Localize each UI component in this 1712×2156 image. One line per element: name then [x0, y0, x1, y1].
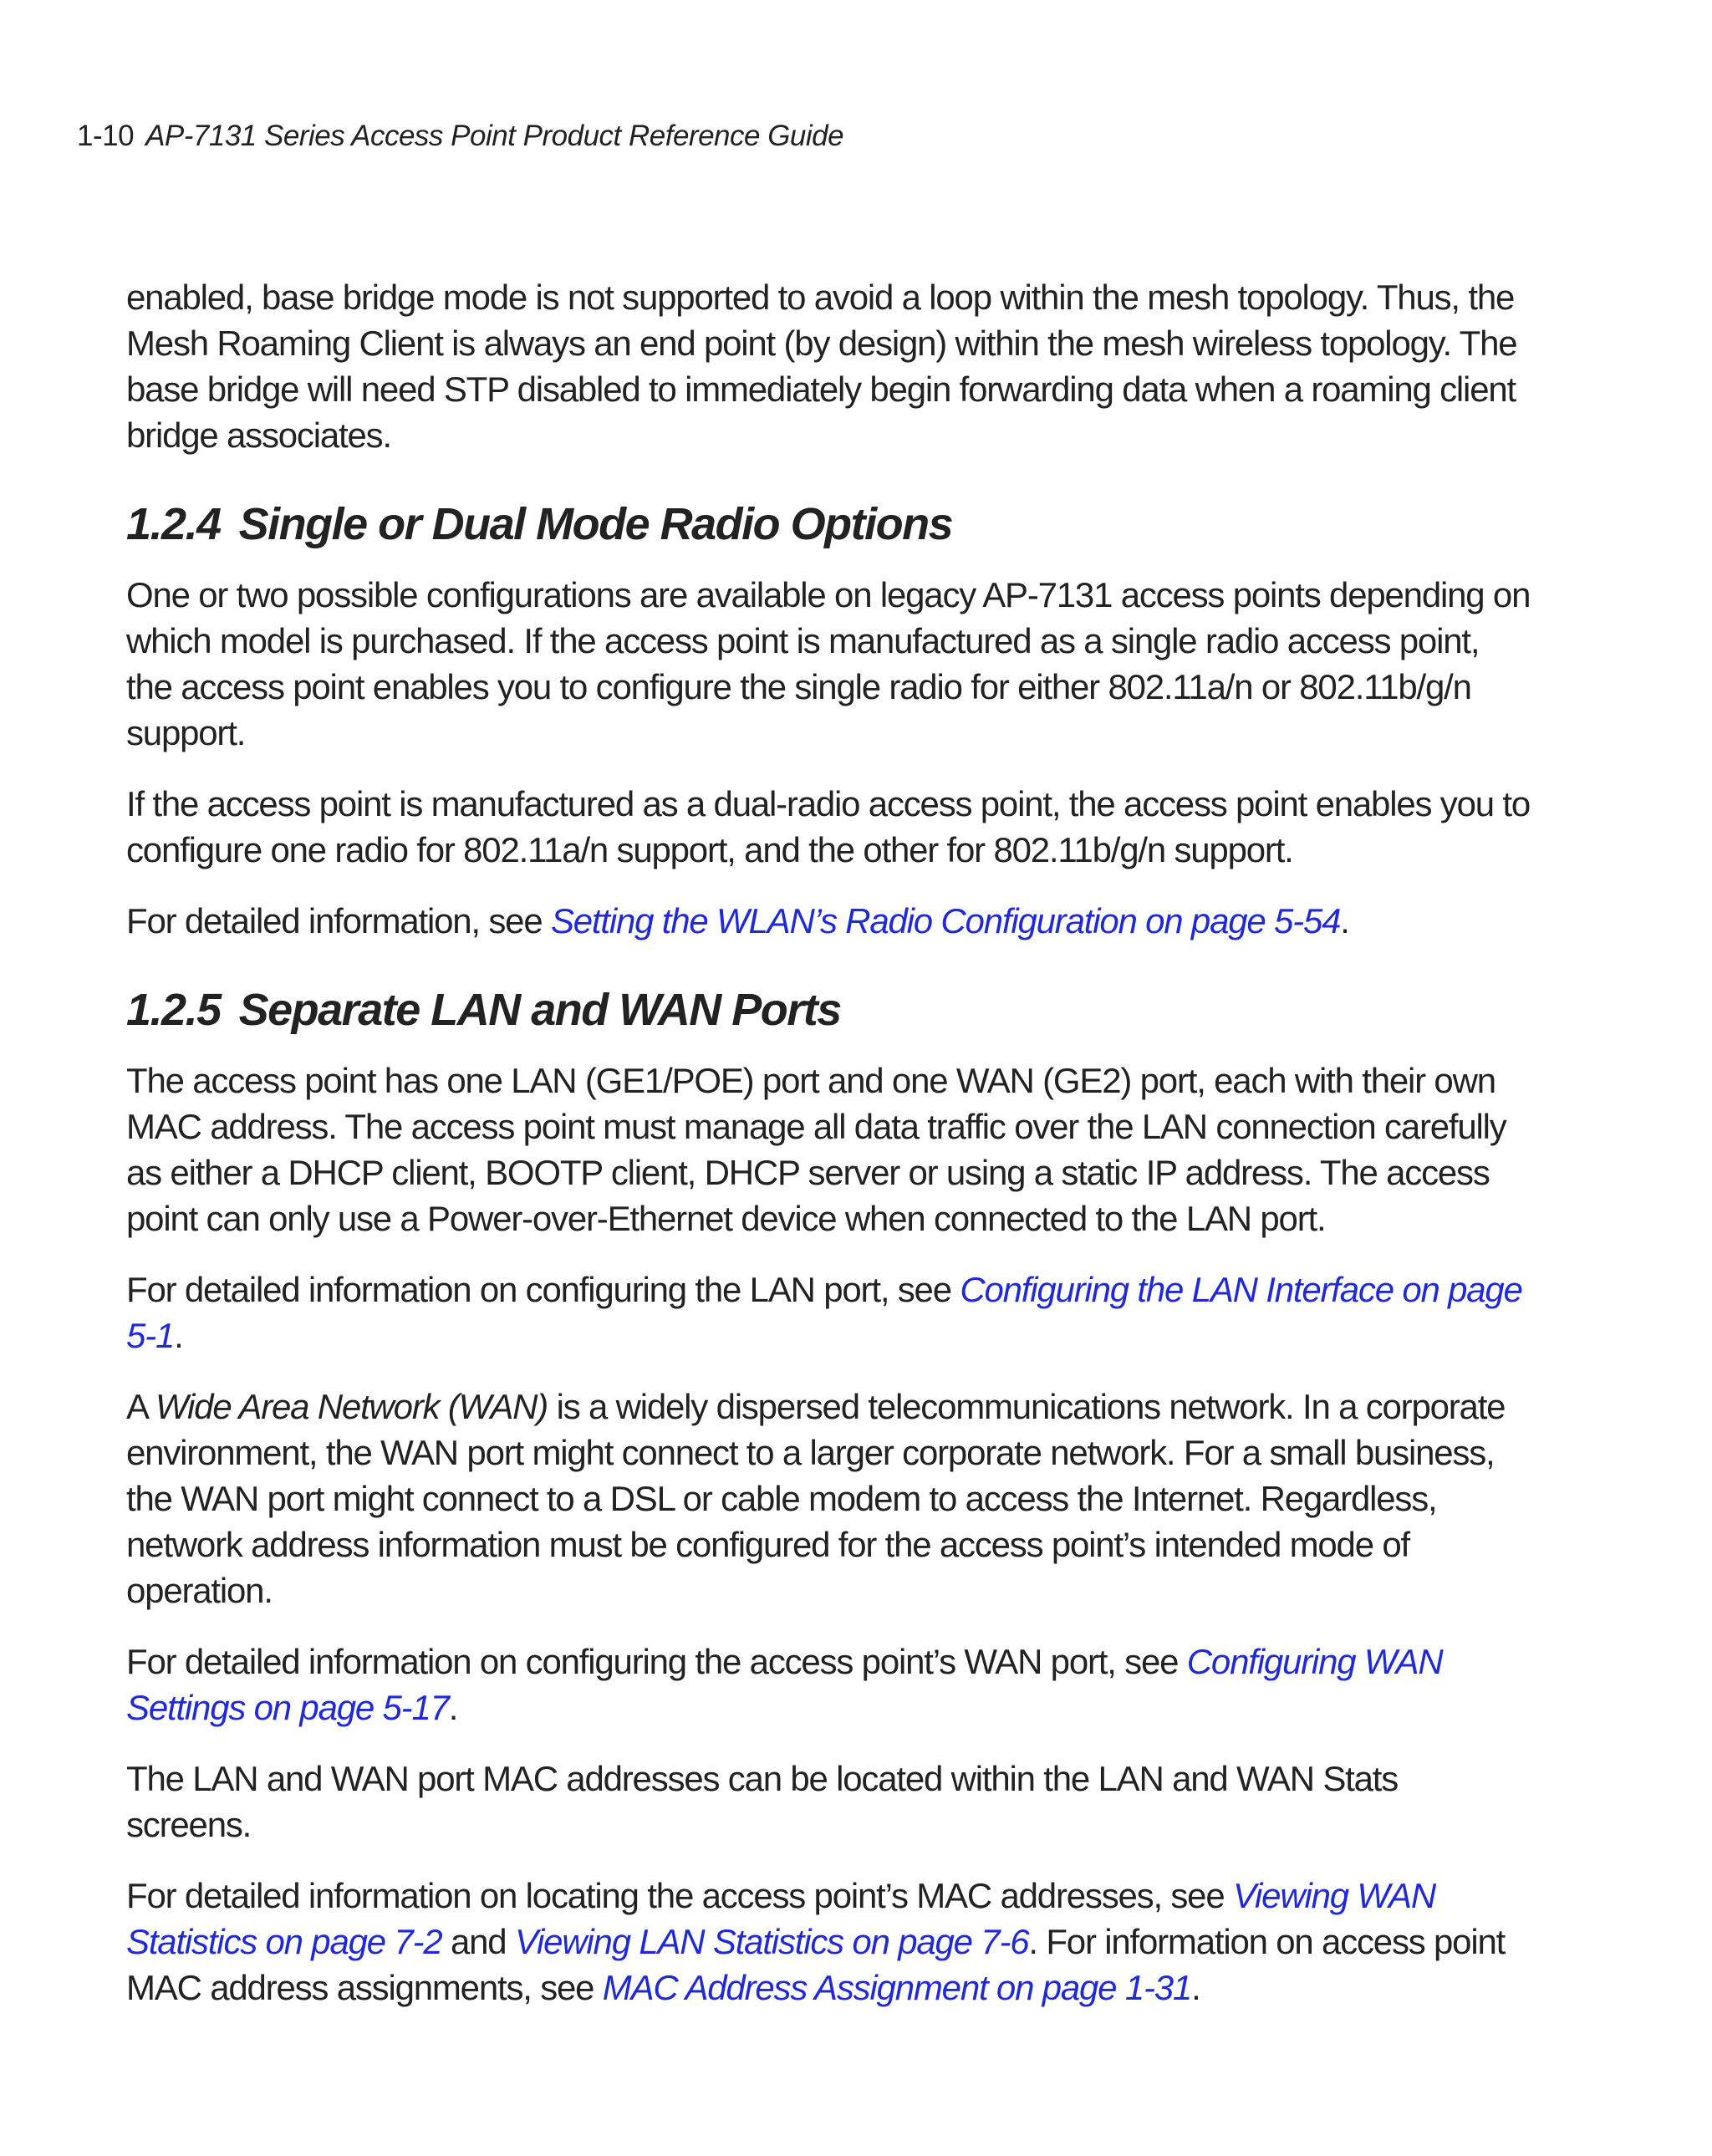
text-run: and: [441, 1922, 515, 1961]
section-heading-1-2-5: [126, 981, 1531, 1039]
paragraph: [126, 898, 1531, 944]
text-run: .: [1191, 1968, 1200, 2007]
paragraph: [126, 1873, 1531, 2011]
intro-paragraph: enabled, base bridge mode is not supported to avoid a loop within the mesh topology. Thus, the Mesh Roaming Client is always an end point (by design) within the mesh wireless topology. The base bridge will need STP disabled to immediately begin forwarding data when a roaming client bridge associates.: [126, 278, 1517, 455]
section-heading-1-2-4: [126, 495, 1531, 553]
text-run: .: [1340, 901, 1349, 940]
paragraph: The access point has one LAN (GE1/POE) port and one WAN (GE2) port, each with their own MAC address. The access point must manage all data traffic over the LAN connection carefully as either a DHCP client, BOOTP client, DHCP server or using a static IP address. The access point can only use a Power-over-Ethernet device when connected to the LAN port.: [126, 1061, 1506, 1238]
paragraph: One or two possible configurations are available on legacy AP-7131 access points depending on which model is purchased. If the access point is manufactured as a single radio access point, the access point enables you to configure the single radio for either 802.11a/n or 802.11b/g/n support.: [126, 575, 1531, 752]
section-number: 1.2.5: [126, 985, 221, 1035]
defined-term: Wide Area Network (WAN): [155, 1387, 548, 1426]
text-run: For detailed information on locating the access point’s MAC addresses, see: [126, 1876, 1233, 1915]
page-number: 1-10: [77, 120, 135, 152]
running-header: [77, 120, 843, 153]
section-title: Single or Dual Mode Radio Options: [238, 499, 953, 549]
paragraph: [126, 1384, 1531, 1613]
text-run: A: [126, 1387, 155, 1426]
book-title: AP-7131 Series Access Point Product Reference Guide: [145, 120, 844, 152]
text-run: .: [448, 1688, 458, 1727]
cross-reference-link[interactable]: Configuring WAN Settings on page 5-17: [126, 1642, 1443, 1727]
text-run: For detailed information, see: [126, 901, 551, 940]
text-run: is a widely dispersed telecommunications network. In a corporate environment, the WAN port might connect to a larger corporate network. For a small business, the WAN port might connect to a DSL or cable modem to access the Internet. Regardless, network address information must be configured for the access point’s intended mode of operation.: [126, 1387, 1506, 1610]
paragraph: If the access point is manufactured as a dual-radio access point, the access point enables you to configure one radio for 802.11a/n support, and the other for 802.11b/g/n support.: [126, 784, 1530, 869]
section-number: 1.2.4: [126, 499, 221, 549]
paragraph: [126, 1267, 1531, 1358]
page-body: [126, 274, 1531, 2036]
text-run: For detailed information on configuring the access point’s WAN port, see: [126, 1642, 1187, 1681]
paragraph: [126, 1639, 1531, 1730]
paragraph: The LAN and WAN port MAC addresses can be located within the LAN and WAN Stats screens.: [126, 1759, 1399, 1844]
text-run: For detailed information on configuring the LAN port, see: [126, 1270, 960, 1309]
section-title: Separate LAN and WAN Ports: [238, 985, 841, 1035]
cross-reference-link[interactable]: Setting the WLAN’s Radio Configuration on page 5-54: [550, 901, 1341, 940]
cross-reference-link[interactable]: MAC Address Assignment on page 1-31: [602, 1968, 1192, 2007]
text-run: . For information on access point MAC address assignments, see: [126, 1922, 1506, 2007]
cross-reference-link[interactable]: Configuring the LAN Interface on page 5-1: [126, 1270, 1522, 1355]
cross-reference-link[interactable]: Viewing WAN Statistics on page 7-2: [126, 1876, 1436, 1961]
cross-reference-link[interactable]: Viewing LAN Statistics on page 7-6: [514, 1922, 1029, 1961]
text-run: .: [174, 1316, 183, 1355]
